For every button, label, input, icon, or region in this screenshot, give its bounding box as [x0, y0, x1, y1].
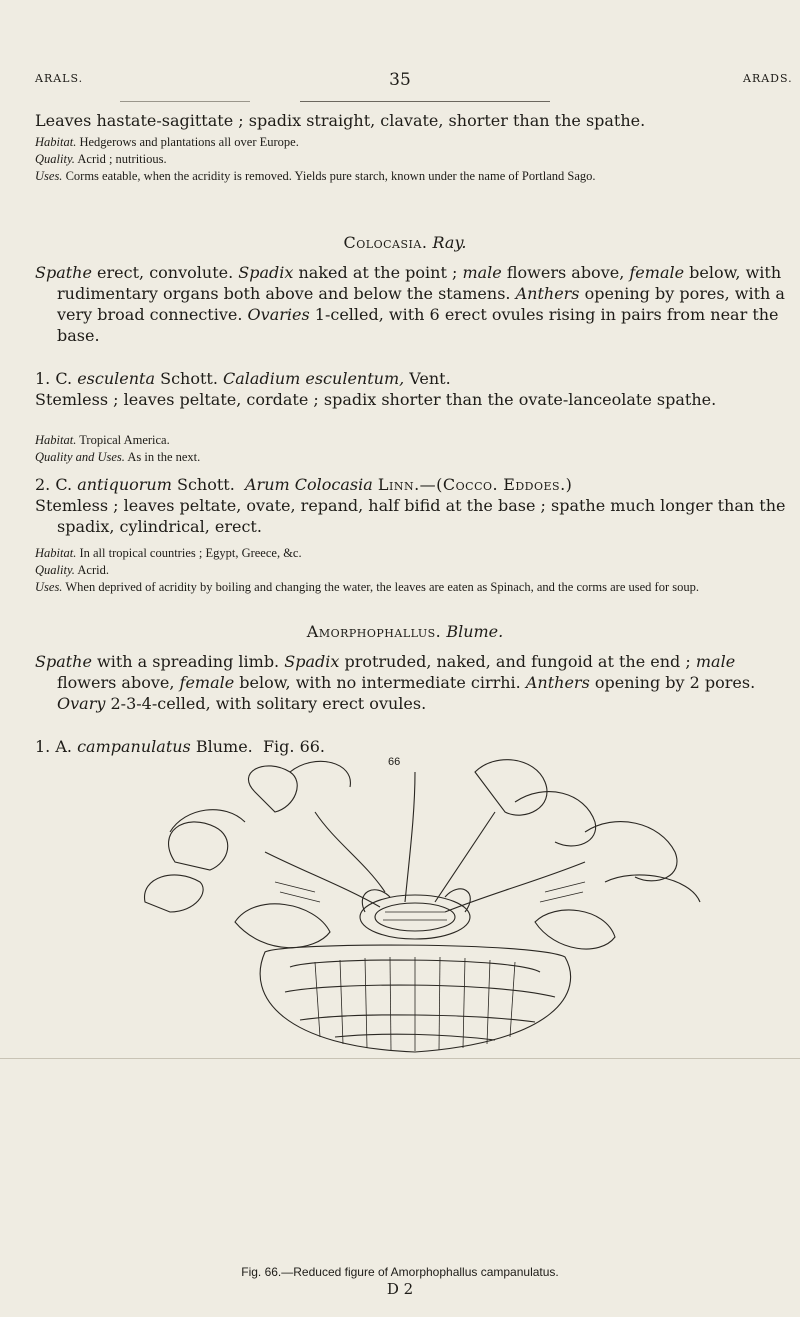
genus-name: Colocasia.: [343, 233, 428, 252]
species-author: Schott.: [177, 475, 235, 494]
term-spadix: Spadix: [238, 263, 294, 282]
common-name: Eddoes.): [503, 475, 573, 494]
term-spathe: Spathe: [35, 652, 92, 671]
arum-notes: [35, 134, 775, 185]
text: 1-celled, with 6 erect ovules rising in pairs from near the base.: [57, 305, 779, 345]
signature-mark: D 2: [386, 1280, 414, 1298]
species-number: 1. A.: [35, 737, 72, 756]
species-author: Schott.: [160, 369, 218, 388]
species-notes: [35, 545, 775, 596]
species-description: Stemless ; leaves peltate, ovate, repand, half bifid at the base ; spathe much longer than the spadix, cylindrical, erect.: [35, 496, 786, 536]
species-name: campanulatus: [77, 737, 191, 756]
note-label: Quality and Uses.: [35, 450, 125, 464]
synonym-author: Linn.—(Cocco.: [377, 475, 499, 494]
text: opening by pores, with a very broad connective.: [57, 284, 785, 324]
arum-description: Leaves hastate-sagittate ; spadix straight, clavate, shorter than the spathe.: [35, 111, 646, 130]
species-author: Blume.: [195, 737, 253, 756]
species-name: esculenta: [77, 369, 156, 388]
running-head-left: ARALS.: [35, 72, 84, 85]
text: flowers above,: [57, 673, 175, 692]
note-text: Acrid ; nutritious.: [77, 152, 167, 166]
term-anthers: Anthers: [515, 284, 580, 303]
species-name: antiquorum: [77, 475, 172, 494]
note-text: As in the next.: [127, 450, 201, 464]
synonym: Caladium esculentum,: [223, 369, 405, 388]
species-number: 2. C.: [35, 475, 73, 494]
text: naked at the point ;: [298, 263, 458, 282]
note-label: Quality.: [35, 152, 75, 166]
figure-caption: Fig. 66.—Reduced figure of Amorphophallus campanulatus.: [241, 1265, 559, 1279]
term-female: female: [179, 673, 235, 692]
term-anthers: Anthers: [525, 673, 590, 692]
term-ovary: Ovary: [57, 694, 106, 713]
colocasia-description: [35, 262, 797, 346]
text: below, with no intermediate cirrhi.: [239, 673, 521, 692]
note-label: Habitat.: [35, 135, 77, 149]
term-ovaries: Ovaries: [247, 305, 310, 324]
species-number: 1. C.: [35, 369, 73, 388]
species-colocasia-esculenta: [35, 368, 775, 389]
page-number: 35: [389, 70, 411, 90]
running-head-right: ARADS.: [743, 72, 793, 85]
note-text: When deprived of acridity by boiling and changing the water, the leaves are eaten as Spinach, and the corms are used for soup.: [65, 580, 699, 594]
note-text: Acrid.: [77, 563, 109, 577]
genus-author: Blume.: [446, 622, 504, 641]
figure-number: 66: [388, 756, 401, 768]
term-male: male: [462, 263, 502, 282]
species-description: Stemless ; leaves peltate, cordate ; spadix shorter than the ovate-lanceolate spathe.: [35, 390, 717, 409]
amorphophallus-description: [35, 651, 797, 714]
figure-reference: Fig. 66.: [262, 737, 326, 756]
note-label: Uses.: [35, 580, 63, 594]
amorphophallus-illustration: [115, 752, 710, 1060]
note-text: In all tropical countries ; Egypt, Greece, &c.: [79, 546, 302, 560]
note-text: Corms eatable, when the acridity is removed. Yields pure starch, known under the name of Portland Sago.: [65, 169, 596, 183]
note-text: Hedgerows and plantations all over Europe.: [79, 135, 299, 149]
term-spathe: Spathe: [35, 263, 92, 282]
species-notes: [35, 432, 775, 466]
text: protruded, naked, and fungoid at the end ;: [344, 652, 691, 671]
header-rule: [300, 101, 550, 102]
note-label: Habitat.: [35, 546, 77, 560]
header-rule-left: [120, 101, 250, 102]
text: opening by 2 pores.: [594, 673, 756, 692]
synonym: Arum Colocasia: [244, 475, 373, 494]
genus-heading-amorphophallus: [35, 621, 775, 642]
genus-name: Amorphophallus.: [306, 622, 442, 641]
note-label: Habitat.: [35, 433, 77, 447]
note-text: Tropical America.: [79, 433, 170, 447]
text: 2-3-4-celled, with solitary erect ovules.: [110, 694, 427, 713]
figure-baseline: [0, 1058, 800, 1059]
text: below, with rudimentary organs both above and below the stamens.: [57, 263, 782, 303]
term-male: male: [695, 652, 736, 671]
term-female: female: [629, 263, 685, 282]
plant-engraving: [115, 752, 710, 1060]
note-label: Uses.: [35, 169, 63, 183]
text: flowers above,: [506, 263, 625, 282]
term-spadix: Spadix: [284, 652, 340, 671]
text: with a spreading limb.: [97, 652, 280, 671]
text: erect, convolute.: [97, 263, 234, 282]
genus-heading-colocasia: [35, 232, 775, 253]
synonym-author: Vent.: [409, 369, 451, 388]
genus-author: Ray.: [432, 233, 467, 252]
species-colocasia-antiquorum: [35, 474, 775, 495]
note-label: Quality.: [35, 563, 75, 577]
